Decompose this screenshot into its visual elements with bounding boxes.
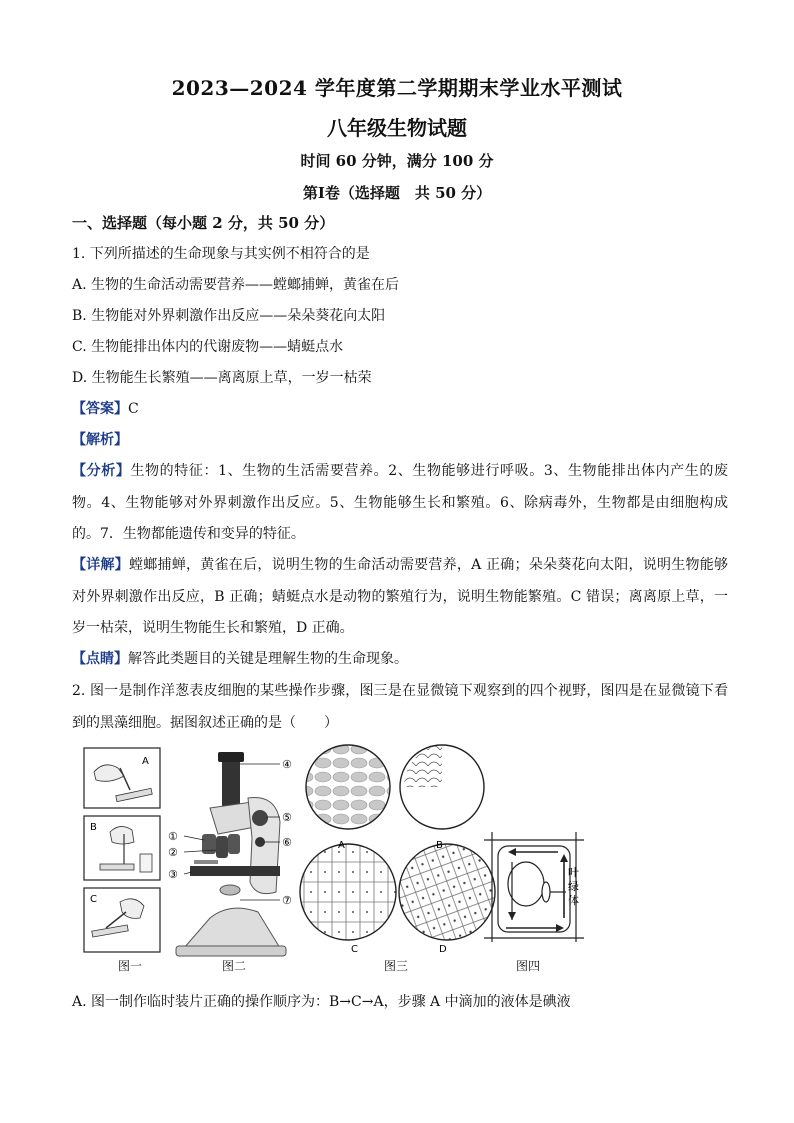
flow-arrow-icons [508,848,568,932]
exam-title: 2023—2024 学年度第二学期期末学业水平测试 [171,76,623,100]
view-circle-b [400,745,484,829]
q2-figure [80,742,600,974]
part-number-5: ⑤ [282,811,292,824]
answer-value: C [128,401,139,417]
caption-fig4: 图四 [516,959,541,973]
part-number-1: ① [168,830,178,843]
q1-option-d: D. 生物能生长繁殖——离离原上草，一岁一枯荣 [72,370,372,386]
part-number-6: ⑥ [282,836,292,849]
view-circle-c [300,844,396,940]
time-score: 时间 60 分钟，满分 100 分 [300,152,494,170]
view-label-d: D [439,944,447,955]
step-label-b: B [90,822,97,833]
step-label-c: C [90,894,97,905]
fenxi-tag: 【分析】 [72,463,131,479]
xiangjie-paragraph [72,550,728,645]
chloroplast-label: 叶绿体 [568,866,579,907]
volume-heading: 第Ⅰ卷（选择题 共 50 分） [302,184,492,202]
exam-subtitle: 八年级生物试题 [327,116,467,140]
q2-stem: 2. 图一是制作洋葱表皮细胞的某些操作步骤，图三是在显微镜下观察到的四个视野，图四是在显微镜下看到的黑藻细胞。据图叙述正确的是（ ） [72,683,728,731]
part-number-3: ③ [168,868,178,881]
microscope [176,752,286,956]
q1-option-c: C. 生物能排出体内的代谢废物——蜻蜓点水 [72,339,344,355]
view-circle-d [399,844,495,940]
fenxi-paragraph [72,456,728,551]
caption-fig1: 图一 [118,959,143,973]
part-number-7: ⑦ [282,894,292,907]
analysis-heading [72,430,128,450]
xiangjie-tag: 【详解】 [72,557,130,573]
section-heading: 一、选择题（每小题 2 分，共 50 分） [72,214,335,232]
step-label-a: A [142,756,149,767]
part-number-4: ④ [282,758,292,771]
view-label-a: A [338,840,345,851]
dianjing-tag: 【点睛】 [72,651,128,667]
q1-option-a: A. 生物的生命活动需要营养——螳螂捕蝉，黄雀在后 [72,277,400,293]
view-circle-a [306,745,390,829]
q1-option-b: B. 生物能对外界刺激作出反应——朵朵葵花向太阳 [72,308,386,324]
dianjing-text: 解答此类题目的关键是理解生物的生命现象。 [128,651,408,667]
q2-option-a: A. 图一制作临时装片正确的操作顺序为：B→C→A，步骤 A 中滴加的液体是碘液 [72,994,571,1010]
xiangjie-text: 螳螂捕蝉，黄雀在后，说明生物的生命活动需要营养，A 正确；朵朵葵花向太阳，说明生物能够对外界刺激作出反应，B 正确；蜻蜓点水是动物的繁殖行为，说明生物能繁殖。C 错误；离离原上草，一岁一枯荣，说明生物能生长和繁殖，D 正确。 [72,557,729,636]
view-label-b: B [436,840,443,851]
part-number-2: ② [168,846,178,859]
caption-fig2: 图二 [222,959,247,973]
caption-fig3: 图三 [384,959,409,973]
fenxi-text: 生物的特征：1、生物的生活需要营养。2、生物能够进行呼吸。3、生物能排出体内产生的废物。4、生物能够对外界刺激作出反应。5、生物能够生长和繁殖。6、除病毒外，生物都是由细胞构成的。7．生物都能遗传和变异的特征。 [72,463,728,542]
answer-tag: 【答案】 [72,401,128,417]
q1-stem: 1. 下列所描述的生命现象与其实例不相符合的是 [72,246,370,262]
view-label-c: C [351,944,358,955]
analysis-tag: 【解析】 [72,432,128,448]
q1-answer [72,399,139,419]
dianjing-paragraph [72,644,728,676]
